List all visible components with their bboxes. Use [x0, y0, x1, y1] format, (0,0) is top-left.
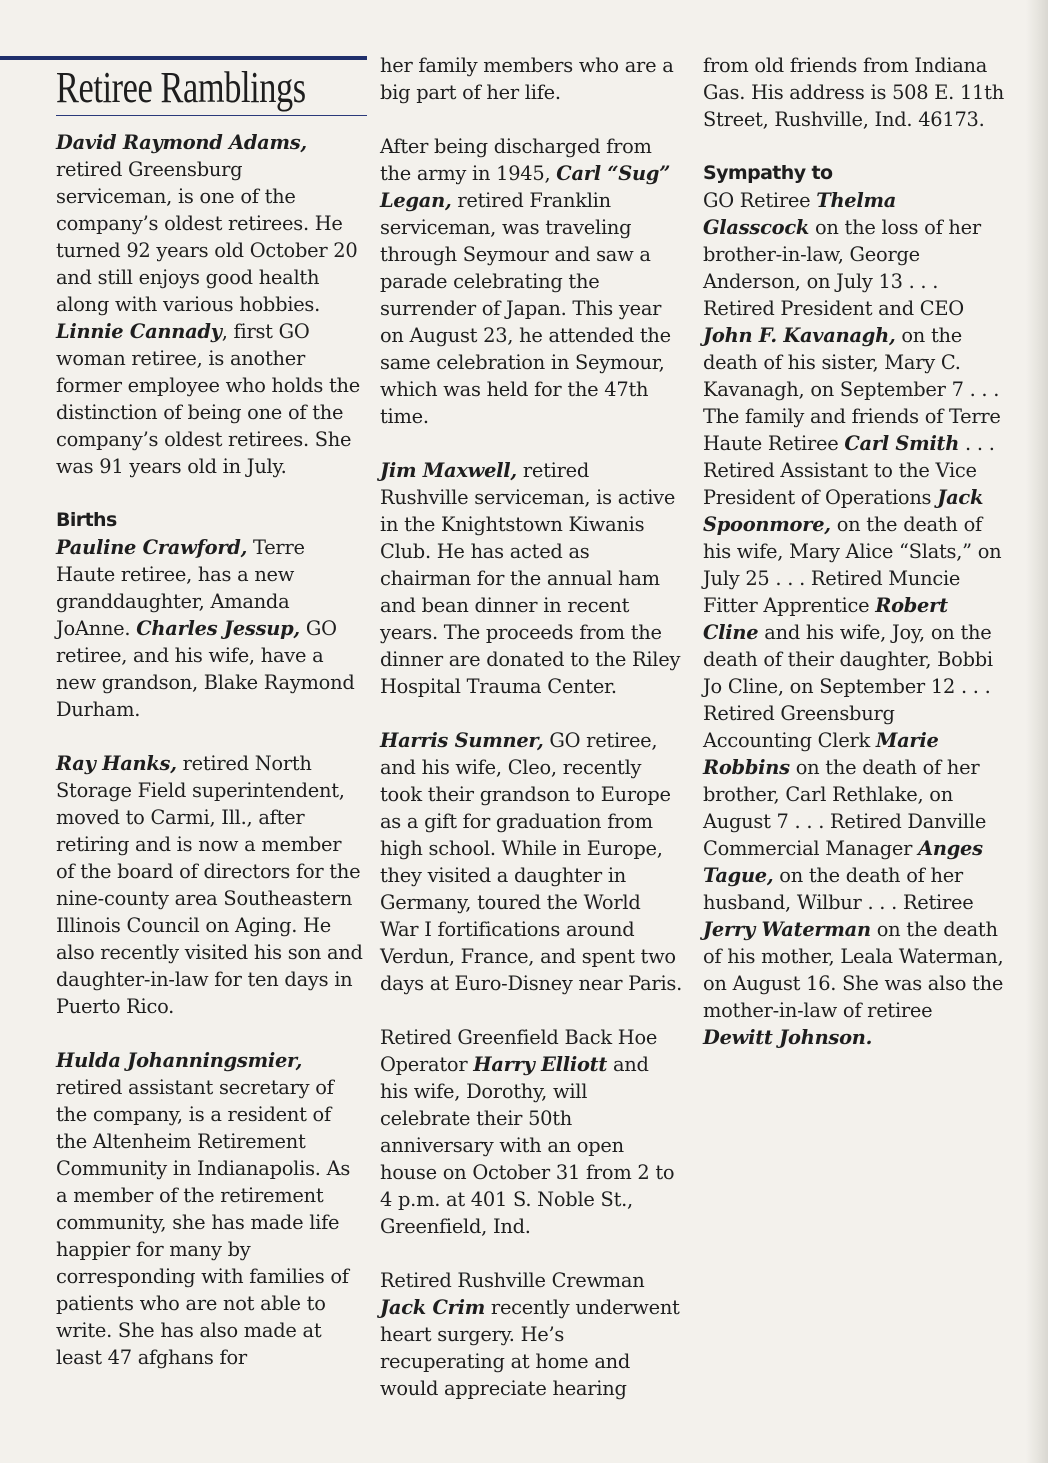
- column-2: [380, 52, 682, 1402]
- item-sympathy: [703, 187, 1007, 1051]
- item-text: recently underwent heart surgery. He’s recuperating at home and would appreciate hearing: [380, 1296, 680, 1400]
- item-text: on the loss of her brother-in-law, George Anderson, on July 13 . . . Retired President and CEO: [703, 216, 981, 320]
- retiree-name: Hulda Johanningsmier,: [56, 1049, 303, 1072]
- retiree-name: Harris Sumner,: [380, 729, 544, 752]
- item-text: retired Rushville serviceman, is active in the Knightstown Kiwanis Club. He has acted as chairman for the annual ham and bean dinner in recent years. The proceeds from the dinner are donated to the Riley Hospital Trauma Center.: [380, 459, 681, 698]
- item-sumner: [380, 727, 682, 997]
- page-title: Retiree Ramblings: [56, 63, 306, 112]
- retiree-name: Jim Maxwell,: [380, 459, 517, 482]
- retiree-name: Robert Cline: [703, 594, 948, 644]
- retiree-name: Anges Tague,: [703, 837, 983, 887]
- item-text: and his wife, Joy, on the death of their daughter, Bobbi Jo Cline, on September 12 . . . Retired Greensburg Accounting Clerk: [703, 621, 993, 752]
- item-text: on the death of her brother, Carl Rethlake, on August 7 . . . Retired Danville Commercial Manager: [703, 756, 987, 860]
- retiree-name: Charles Jessup,: [136, 617, 300, 640]
- item-text: on the death of his sister, Mary C. Kavanagh, on September 7 . . . The family and friends of Terre Haute Retiree: [703, 324, 1001, 455]
- item-johanningsmier-continued: [380, 52, 682, 106]
- item-text: After being discharged from the army in 1945,: [380, 135, 652, 185]
- item-text: retired Franklin serviceman, was traveling through Seymour and saw a parade celebrating the surrender of Japan. This year on August 23, he attended the same celebration in Seymour, which was held for the 47th time.: [380, 189, 671, 428]
- retiree-name: John F. Kavanagh,: [703, 324, 896, 347]
- item-text: . . . Retired Assistant to the Vice President of Operations: [703, 432, 995, 509]
- retiree-name: Carl “Sug” Legan,: [380, 162, 671, 212]
- retiree-name: Pauline Crawford,: [56, 536, 248, 559]
- item-text: retired assistant secretary of the company, is a resident of the Altenheim Retirement Community in Indianapolis. As a member of the retirement community, she has made life happier for many by corresponding with families of patients who are not able to write. She has also made at least 47 afghans for: [56, 1076, 351, 1369]
- retiree-name: David Raymond Adams,: [56, 131, 307, 154]
- item-text: from old friends from Indiana Gas. His address is 508 E. 11th Street, Rushville, Ind. 46173.: [703, 54, 1004, 131]
- item-text: GO Retiree: [703, 189, 817, 212]
- item-legan: [380, 133, 682, 430]
- retiree-name: Thelma Glasscock: [703, 189, 897, 239]
- retiree-name: Jack Crim: [380, 1296, 486, 1319]
- item-text: Terre Haute retiree, has a new granddaughter, Amanda JoAnne.: [56, 536, 305, 640]
- item-adams-cannady: [56, 129, 364, 480]
- item-text: Retired Greenfield Back Hoe Operator: [380, 1026, 658, 1076]
- item-text: Retired Rushville Crewman: [380, 1269, 645, 1292]
- item-text: on the death of her husband, Wilbur . . . Retiree: [703, 864, 974, 914]
- page-edge-shadow: [1026, 0, 1048, 1463]
- item-text: , first GO woman retiree, is another former employee who holds the distinction of being one of the company’s oldest retirees. She was 91 years old in July.: [56, 320, 360, 478]
- section-heading-sympathy: Sympathy to: [703, 162, 833, 184]
- item-text: on the death of his mother, Leala Waterman, on August 16. She was also the mother-in-law of retiree: [703, 918, 1004, 1022]
- item-text: GO retiree, and his wife, have a new grandson, Blake Raymond Durham.: [56, 617, 355, 721]
- item-crim: [380, 1267, 682, 1402]
- column-1: [56, 129, 364, 1371]
- masthead-rule: [0, 56, 367, 60]
- retiree-name: Linnie Cannady: [56, 320, 222, 343]
- item-text: retired Greensburg serviceman, is one of the company’s oldest retirees. He turned 92 years old October 20 and still enjoys good health along with various hobbies.: [56, 158, 358, 316]
- item-maxwell: [380, 457, 682, 700]
- item-text: her family members who are a big part of her life.: [380, 54, 674, 104]
- retiree-name: Jerry Waterman: [703, 918, 871, 941]
- retiree-name: Harry Elliott: [473, 1053, 608, 1076]
- item-text: on the death of his wife, Mary Alice “Slats,” on July 25 . . . Retired Muncie Fitter Apprentice: [703, 513, 1002, 617]
- retiree-name: Dewitt Johnson.: [703, 1026, 873, 1049]
- title-underline: [56, 115, 367, 116]
- retiree-name: Ray Hanks,: [56, 752, 177, 775]
- item-text: retired North Storage Field superintendent, moved to Carmi, Ill., after retiring and is now a member of the board of directors for the nine-county area Southeastern Illinois Council on Aging. He also recently visited his son and daughter-in-law for ten days in Puerto Rico.: [56, 752, 363, 1018]
- item-elliott: [380, 1024, 682, 1240]
- item-text: and his wife, Dorothy, will celebrate their 50th anniversary with an open house on October 31 from 2 to 4 p.m. at 401 S. Noble St., Greenfield, Ind.: [380, 1053, 675, 1238]
- item-crim-continued: [703, 52, 1007, 133]
- item-crawford-jessup: [56, 534, 364, 723]
- item-johanningsmier: [56, 1047, 364, 1371]
- retiree-name: Jack Spoonmore,: [703, 486, 984, 536]
- retiree-name: Carl Smith: [844, 432, 960, 455]
- item-text: GO retiree, and his wife, Cleo, recently took their grandson to Europe as a gift for graduation from high school. While in Europe, they visited a daughter in Germany, toured the World War I fortifications around Verdun, France, and spent two days at Euro-Disney near Paris.: [380, 729, 683, 995]
- retiree-name: Marie Robbins: [703, 729, 939, 779]
- section-heading-births: Births: [56, 509, 117, 531]
- item-hanks: [56, 750, 364, 1020]
- column-3: [703, 52, 1007, 1051]
